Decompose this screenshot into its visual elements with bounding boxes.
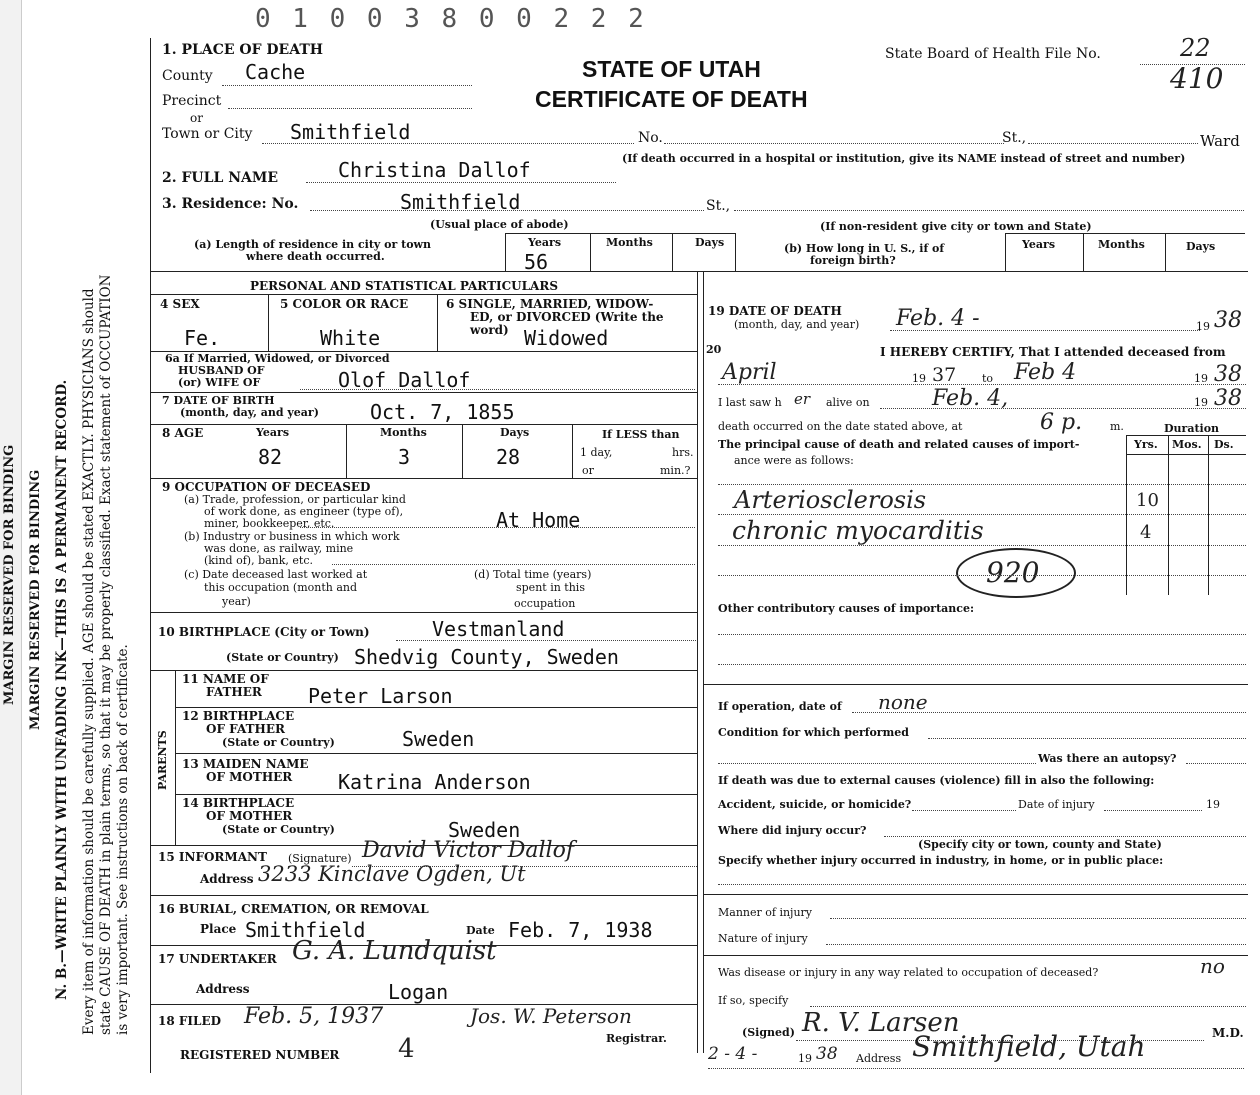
informant-address-label: Address xyxy=(200,872,254,886)
marital-value: Widowed xyxy=(524,326,609,350)
burial-label: 16 BURIAL, CREMATION, OR REMOVAL xyxy=(158,902,429,916)
dob-value: Oct. 7, 1855 xyxy=(370,400,515,424)
fbirth-label-b: OF FATHER xyxy=(206,722,286,736)
filed-label: 18 FILED xyxy=(158,1014,221,1028)
residence-length-label-a: (a) Length of residence in city or town xyxy=(194,238,432,251)
fbirth-value: Sweden xyxy=(402,727,475,751)
marital-label-b: ED, or DIVORCED (Write the xyxy=(470,310,664,324)
town-label: Town or City xyxy=(162,126,253,142)
age-years-value: 82 xyxy=(258,445,283,469)
color-value: White xyxy=(320,326,381,350)
registered-number-label: REGISTERED NUMBER xyxy=(180,1048,340,1062)
cause-2: chronic myocarditis xyxy=(732,516,984,545)
sex-value: Fe. xyxy=(184,326,221,350)
age-days-header: Days xyxy=(500,426,530,439)
margin-instructions-3: is very important. See instructions on back of certificate. xyxy=(115,644,131,1035)
file-number-label: State Board of Health File No. xyxy=(885,46,1101,62)
residence-label: 3. Residence: No. xyxy=(162,196,299,212)
manner-label: Manner of injury xyxy=(718,906,813,919)
occupation-value: At Home xyxy=(496,508,581,532)
birthplace-label: 10 BIRTHPLACE (City or Town) xyxy=(158,625,370,639)
serial-number: 0 1 0 0 3 8 0 0 2 2 2 xyxy=(255,4,647,34)
age-label: 8 AGE xyxy=(162,426,204,440)
occ-b2: was done, as railway, mine xyxy=(204,542,354,555)
attended-to-year-prefix: 19 xyxy=(1194,372,1208,385)
spouse-label-a: 6a If Married, Widowed, or Divorced xyxy=(165,352,390,365)
age-or-label: or xyxy=(582,464,594,477)
margin-instructions-2: state CAUSE OF DEATH in plain terms, so that it may be properly classified. Exact statement of OCCUPATION xyxy=(98,274,114,1035)
duration-label: Duration xyxy=(1164,422,1220,435)
burial-place: Smithfield xyxy=(245,918,366,942)
last-saw-pronoun: er xyxy=(794,390,811,408)
signed-label: (Signed) xyxy=(742,1026,795,1039)
personal-header: PERSONAL AND STATISTICAL PARTICULARS xyxy=(250,279,559,293)
marital-label-c: word) xyxy=(470,323,509,337)
cause-1-years: 10 xyxy=(1136,490,1159,511)
birthplace-state-label: (State or Country) xyxy=(226,651,339,664)
occ-c3: year) xyxy=(222,595,251,608)
last-saw-alive-label: alive on xyxy=(826,396,870,409)
margin-binding-1: MARGIN RESERVED FOR BINDING xyxy=(2,444,17,705)
burial-date: Feb. 7, 1938 xyxy=(508,918,653,942)
us-months-header: Months xyxy=(1098,238,1145,251)
physician-signature: R. V. Larsen xyxy=(802,1008,960,1038)
signed-year-prefix: 19 xyxy=(798,1052,812,1065)
precinct-label: Precinct xyxy=(162,93,222,109)
residence-street-label: St., xyxy=(706,198,731,214)
death-date-label-b: (month, day, and year) xyxy=(734,318,860,331)
last-saw-year-prefix: 19 xyxy=(1194,396,1208,409)
spouse-value: Olof Dallof xyxy=(338,368,471,392)
age-years-header: Years xyxy=(256,426,290,439)
signed-address: Smithfield, Utah xyxy=(912,1030,1146,1063)
dob-label-a: 7 DATE OF BIRTH xyxy=(162,394,275,407)
cause-1: Arteriosclerosis xyxy=(734,486,927,514)
injury-year-prefix: 19 xyxy=(1206,798,1220,811)
color-label: 5 COLOR OR RACE xyxy=(280,297,409,311)
mother-label-b: OF MOTHER xyxy=(206,770,293,784)
margin-instructions-1: Every item of information should be carefully supplied. AGE should be stated EXACTLY. PHYSICIANS should xyxy=(81,288,97,1035)
father-value: Peter Larson xyxy=(308,684,453,708)
occ-d3: occupation xyxy=(514,597,576,610)
certificate-title: CERTIFICATE OF DEATH xyxy=(535,86,808,112)
cause-label-b: ance were as follows: xyxy=(734,454,854,467)
duration-yrs-header: Yrs. xyxy=(1134,438,1158,451)
registrar-label: Registrar. xyxy=(606,1032,667,1045)
cause-label-a: The principal cause of death and related causes of import- xyxy=(718,438,1080,451)
attended-to-label: to xyxy=(982,372,994,385)
county-value: Cache xyxy=(245,60,306,84)
res-years-value: 56 xyxy=(524,250,549,274)
occ-b1: (b) Industry or business in which work xyxy=(184,530,400,543)
mbirth-label-c: (State or Country) xyxy=(222,823,335,836)
signed-address-label: Address xyxy=(856,1052,902,1065)
undertaker-address-label: Address xyxy=(196,982,250,996)
fbirth-label-a: 12 BIRTHPLACE xyxy=(182,709,295,723)
death-time-value: 6 p. xyxy=(1040,410,1083,435)
hospital-note: (If death occurred in a hospital or institution, give its NAME instead of street and number) xyxy=(622,152,1186,165)
number-label: No. xyxy=(638,130,663,146)
md-label: M.D. xyxy=(1212,1026,1244,1040)
burial-date-label: Date xyxy=(466,924,495,937)
mbirth-value: Sweden xyxy=(448,818,521,842)
mbirth-label-b: OF MOTHER xyxy=(206,809,293,823)
birthplace-state: Shedvig County, Sweden xyxy=(354,645,619,669)
file-number-bottom: 410 xyxy=(1170,62,1224,95)
spouse-label-b: HUSBAND OF xyxy=(178,364,265,377)
residence-value: Smithfield xyxy=(400,190,521,214)
us-years-header: Years xyxy=(1022,238,1056,251)
registrar-signature: Jos. W. Peterson xyxy=(470,1004,632,1028)
death-time-label: death occurred on the date stated above, at xyxy=(718,420,963,433)
burial-place-label: Place xyxy=(200,922,237,936)
duration-ds-header: Ds. xyxy=(1214,438,1234,451)
birthplace-city: Vestmanland xyxy=(432,617,565,641)
res-months-header: Months xyxy=(606,236,653,249)
cause-code: 920 xyxy=(986,556,1040,589)
nonresident-note: (If non-resident give city or town and State) xyxy=(820,220,1092,233)
duration-mos-header: Mos. xyxy=(1172,438,1202,451)
age-less-label: If LESS than xyxy=(602,428,680,441)
occupation-label: 9 OCCUPATION OF DECEASED xyxy=(162,480,371,494)
attended-from-year-prefix: 19 xyxy=(912,372,926,385)
if-so-label: If so, specify xyxy=(718,994,789,1007)
attended-to-year: 38 xyxy=(1214,362,1242,387)
res-days-header: Days xyxy=(695,236,725,249)
autopsy-label: Was there an autopsy? xyxy=(1038,752,1177,765)
certify-number: 20 xyxy=(706,343,722,356)
external-causes-label: If death was due to external causes (violence) fill in also the following: xyxy=(718,774,1155,787)
father-label-b: FATHER xyxy=(206,685,262,699)
registered-number-value: 4 xyxy=(398,1034,415,1064)
nature-label: Nature of injury xyxy=(718,932,808,945)
undertaker-signature: G. A. Lundquist xyxy=(292,936,497,966)
occ-a2: of work done, as engineer (type of), xyxy=(204,505,404,518)
occupation-related-label: Was disease or injury in any way related to occupation of deceased? xyxy=(718,966,1099,979)
age-days-value: 28 xyxy=(496,445,521,469)
residence-length-label-b: where death occurred. xyxy=(246,250,385,263)
operation-label: If operation, date of xyxy=(718,700,842,713)
where-injury-label: Where did injury occur? xyxy=(718,824,867,837)
occ-d1: (d) Total time (years) xyxy=(474,568,592,581)
undertaker-address: Logan xyxy=(388,980,449,1004)
fbirth-label-c: (State or Country) xyxy=(222,736,335,749)
parents-side-label: PARENTS xyxy=(156,730,169,790)
us-length-label-a: (b) How long in U. S., if of xyxy=(784,242,945,255)
marital-label-a: 6 SINGLE, MARRIED, WIDOW- xyxy=(446,297,654,311)
attended-from: April xyxy=(722,360,777,385)
place-of-death-label: 1. PLACE OF DEATH xyxy=(162,42,323,58)
signed-year: 38 xyxy=(816,1044,838,1064)
full-name-value: Christina Dallof xyxy=(338,158,531,182)
condition-label: Condition for which performed xyxy=(718,726,909,739)
father-label-a: 11 NAME OF xyxy=(182,672,269,686)
attended-from-year: 37 xyxy=(932,364,957,386)
last-saw-year: 38 xyxy=(1214,386,1242,411)
spouse-label-c: (or) WIFE OF xyxy=(178,376,261,389)
mother-label-a: 13 MAIDEN NAME xyxy=(182,757,309,771)
margin-binding-2: MARGIN RESERVED FOR BINDING xyxy=(28,469,43,730)
sex-label: 4 SEX xyxy=(160,297,200,311)
mother-value: Katrina Anderson xyxy=(338,770,531,794)
abode-note: (Usual place of abode) xyxy=(430,218,569,231)
us-days-header: Days xyxy=(1186,240,1216,253)
us-length-label-b: foreign birth? xyxy=(810,254,896,267)
death-date-year-prefix: 19 xyxy=(1196,320,1210,333)
cause-2-years: 4 xyxy=(1140,522,1152,543)
margin-permanent-record: N. B.—WRITE PLAINLY WITH UNFADING INK—THIS IS A PERMANENT RECORD. xyxy=(54,379,70,1000)
age-months-header: Months xyxy=(380,426,427,439)
county-label: County xyxy=(162,68,213,84)
last-saw-label: I last saw h xyxy=(718,396,782,409)
ward-label: Ward xyxy=(1200,132,1240,150)
age-min-label: min.? xyxy=(660,464,691,477)
death-date-value: Feb. 4 - xyxy=(896,306,980,331)
accident-label: Accident, suicide, or homicide? xyxy=(718,798,912,811)
informant-signature: David Victor Dallof xyxy=(362,838,574,863)
specify-place-note: (Specify city or town, county and State) xyxy=(918,838,1162,851)
occ-d2: spent in this xyxy=(516,581,585,594)
death-date-year: 38 xyxy=(1214,308,1242,333)
or-label: or xyxy=(190,111,203,125)
res-years-header: Years xyxy=(528,236,562,249)
death-date-label-a: 19 DATE OF DEATH xyxy=(708,304,842,318)
certify-text: I HEREBY CERTIFY, That I attended deceased from xyxy=(880,345,1226,359)
occ-b3: (kind of), bank, etc. xyxy=(204,554,314,567)
filed-date: Feb. 5, 1937 xyxy=(244,1004,384,1029)
occupation-related-value: no xyxy=(1200,954,1225,978)
informant-label: 15 INFORMANT xyxy=(158,850,267,864)
mbirth-label-a: 14 BIRTHPLACE xyxy=(182,796,295,810)
undertaker-label: 17 UNDERTAKER xyxy=(158,952,277,966)
age-months-value: 3 xyxy=(398,445,411,469)
informant-address: 3233 Kinclave Ogden, Ut xyxy=(258,862,526,886)
occ-c2: this occupation (month and xyxy=(204,581,358,594)
street-label: St., xyxy=(1002,130,1027,146)
injury-date-label: Date of injury xyxy=(1018,798,1095,811)
dob-label-b: (month, day, and year) xyxy=(180,406,319,419)
state-title: STATE OF UTAH xyxy=(582,56,761,82)
death-time-m: m. xyxy=(1110,420,1124,433)
occ-a3: miner, bookkeeper, etc. xyxy=(204,517,335,530)
occ-c1: (c) Date deceased last worked at xyxy=(184,568,368,581)
informant-sig-label: (Signature) xyxy=(288,852,352,865)
other-causes-label: Other contributory causes of importance: xyxy=(718,602,975,615)
file-number-top: 22 xyxy=(1180,34,1211,62)
attended-to: Feb 4 xyxy=(1014,360,1077,385)
signed-date: 2 - 4 - xyxy=(708,1044,758,1064)
industry-home-label: Specify whether injury occurred in industry, in home, or in public place: xyxy=(718,854,1164,867)
age-day-label: 1 day, xyxy=(580,446,613,459)
operation-value: none xyxy=(878,690,928,714)
last-saw-date: Feb. 4, xyxy=(932,386,1009,411)
town-value: Smithfield xyxy=(290,120,411,144)
full-name-label: 2. FULL NAME xyxy=(162,170,279,186)
age-hrs-label: hrs. xyxy=(672,446,694,459)
occ-a1: (a) Trade, profession, or particular kind xyxy=(184,493,406,506)
